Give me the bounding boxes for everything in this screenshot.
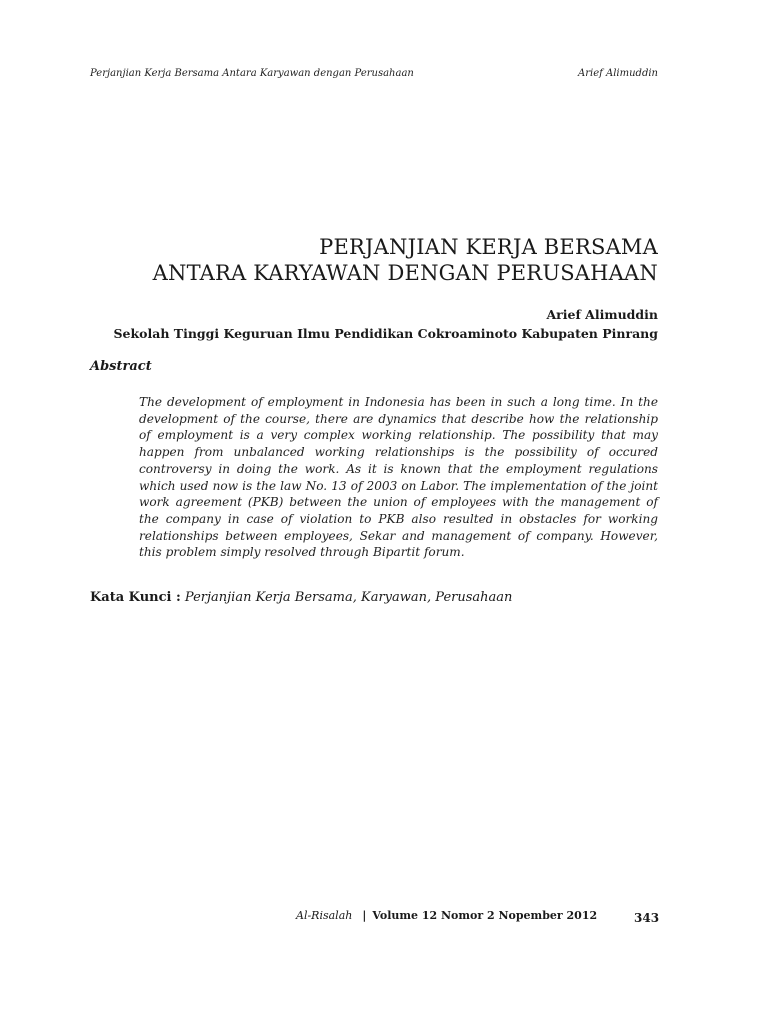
author-affiliation: Sekolah Tinggi Keguruan Ilmu Pendidikan Cokroaminoto Kabupaten Pinrang — [113, 326, 658, 341]
author-block — [90, 305, 658, 343]
paper-title-line-1: PERJANJIAN KERJA BERSAMA — [319, 235, 658, 259]
running-author: Arief Alimuddin — [578, 68, 658, 79]
abstract-body: The development of employment in Indonesia has been in such a long time. In the development of the course, there are dynamics that describe how the relationship of employment is a very complex working relationship. The possibility that may happen from unbalanced working relationships is the possibility of occured controversy in doing the work. As it is known that the employment regulations which used now is the law No. 13 of 2003 on Labor. The implementation of the joint work agreement (PKB) between the union of employees with the management of the company in case of violation to PKB also resulted in obstacles for working relationships between employees, Sekar and management of company. However, this problem simply resolved through Bipartit forum. — [139, 395, 658, 560]
abstract-heading: Abstract — [90, 359, 152, 374]
running-header — [90, 68, 658, 79]
paper-title — [90, 234, 658, 286]
keywords-list: Perjanjian Kerja Bersama, Karyawan, Perusahaan — [184, 590, 513, 605]
journal-name: Al-Risalah — [296, 909, 353, 922]
page-footer — [296, 909, 597, 922]
running-title: Perjanjian Kerja Bersama Antara Karyawan dengan Perusahaan — [90, 68, 414, 79]
keywords — [90, 590, 658, 605]
page-number: 343 — [634, 911, 660, 925]
footer-separator: | — [362, 909, 367, 922]
keywords-label: Kata Kunci : — [90, 590, 181, 605]
author-name: Arief Alimuddin — [546, 307, 658, 322]
paper-title-line-2: ANTARA KARYAWAN DENGAN PERUSAHAAN — [152, 261, 658, 285]
volume-info: Volume 12 Nomor 2 Nopember 2012 — [372, 909, 598, 922]
